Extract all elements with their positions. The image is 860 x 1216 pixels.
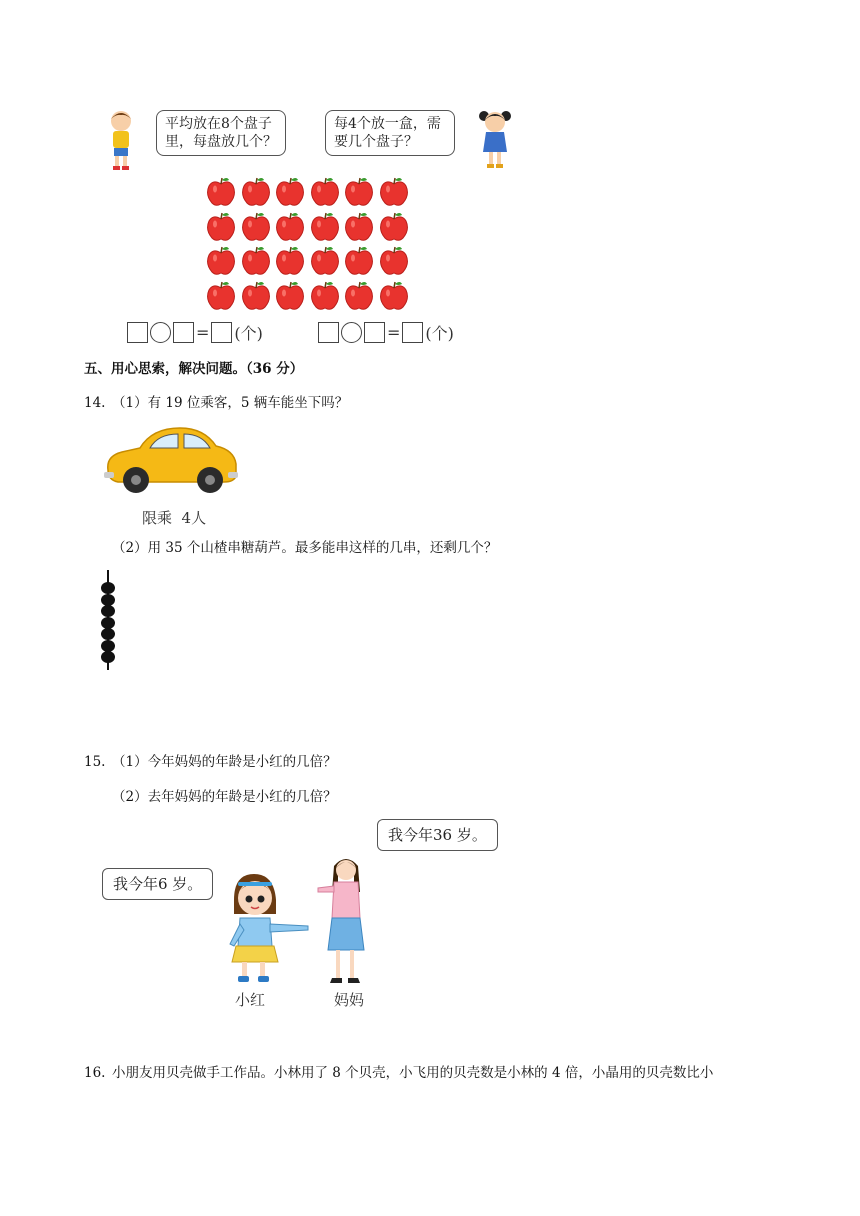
apple-icon: [205, 176, 237, 208]
apple-icon: [343, 280, 375, 312]
apple-icon: [240, 176, 272, 208]
mom-name-label: 妈妈: [334, 991, 365, 1009]
apple-icon: [274, 176, 306, 208]
operator-circle[interactable]: [150, 322, 171, 343]
apple-grid: [205, 176, 415, 316]
apple-icon: [205, 280, 237, 312]
section-title: 五、用心思索，解决问题。（36 分）: [84, 361, 304, 377]
q14-number: 14.: [84, 395, 106, 411]
apple-icon: [378, 211, 410, 243]
q16-number: 16.: [84, 1065, 106, 1081]
answer-box[interactable]: [173, 322, 194, 343]
apple-icon: [378, 280, 410, 312]
girl-figure: [476, 108, 514, 172]
equals-sign: =: [387, 323, 401, 342]
apple-icon: [309, 245, 341, 277]
hawthorn-bead: [101, 640, 115, 652]
hawthorn-bead: [101, 582, 115, 594]
boy-speech-bubble: [156, 110, 286, 156]
girl-speech: 我今年6 岁。: [113, 875, 203, 893]
car-image: [100, 422, 242, 498]
answer-box[interactable]: [211, 322, 232, 343]
q14-part2: （2）用 35 个山楂串糖葫芦。最多能串这样的几串，还剩几个？: [112, 540, 498, 556]
apple-icon: [274, 280, 306, 312]
girl-speech-line-2: 要几个盘子？: [334, 134, 418, 150]
mom-speech: 我今年36 岁。: [388, 826, 487, 844]
q16-text: 小朋友用贝壳做手工作品。小林用了 8 个贝壳，小飞用的贝壳数是小林的 4 倍，小晶用的贝壳数比小: [112, 1065, 714, 1081]
hawthorn-bead: [101, 651, 115, 663]
q15-part1: （1）今年妈妈的年龄是小红的几倍？: [112, 754, 337, 770]
apple-icon: [343, 245, 375, 277]
apple-icon: [205, 245, 237, 277]
apple-icon: [309, 176, 341, 208]
q15-number: 15.: [84, 754, 106, 770]
car-label: 限乘 4人: [142, 509, 207, 527]
equals-sign: =: [196, 323, 210, 342]
girl-speech-bubble: [325, 110, 455, 156]
mom-speech-bubble: [377, 819, 498, 851]
apple-icon: [240, 280, 272, 312]
apple-icon: [378, 176, 410, 208]
apple-icon: [378, 245, 410, 277]
apple-icon: [274, 245, 306, 277]
apple-icon: [205, 211, 237, 243]
girl-speech-bubble: [102, 868, 213, 900]
boy-speech-line-2: 里，每盘放几个？: [165, 134, 277, 150]
girl-speech-line-1: 每4个放一盒，需: [334, 116, 441, 132]
unit-label: (个): [234, 324, 263, 343]
hawthorn-bead: [101, 594, 115, 606]
hawthorn-bead: [101, 628, 115, 640]
apple-icon: [309, 211, 341, 243]
q15-part2: （2）去年妈妈的年龄是小红的几倍？: [112, 789, 337, 805]
answer-box[interactable]: [402, 322, 423, 343]
answer-box[interactable]: [364, 322, 385, 343]
apple-icon: [240, 245, 272, 277]
hawthorn-bead: [101, 617, 115, 629]
apple-icon: [274, 211, 306, 243]
operator-circle[interactable]: [341, 322, 362, 343]
equation-right: [318, 321, 454, 344]
boy-speech-line-1: 平均放在8个盘子: [165, 116, 272, 132]
apple-icon: [343, 176, 375, 208]
xiaohong-figure: [224, 870, 316, 988]
skewer: [97, 570, 121, 670]
answer-box[interactable]: [127, 322, 148, 343]
apple-icon: [309, 280, 341, 312]
boy-figure: [104, 108, 138, 172]
unit-label: (个): [425, 324, 454, 343]
apple-icon: [240, 211, 272, 243]
equation-left: [127, 321, 263, 344]
hawthorn-bead: [101, 605, 115, 617]
answer-box[interactable]: [318, 322, 339, 343]
q14-part1: （1）有 19 位乘客，5 辆车能坐下吗？: [112, 395, 349, 411]
apple-icon: [343, 211, 375, 243]
mom-figure: [314, 852, 378, 988]
xiaohong-name-label: 小红: [235, 991, 266, 1009]
